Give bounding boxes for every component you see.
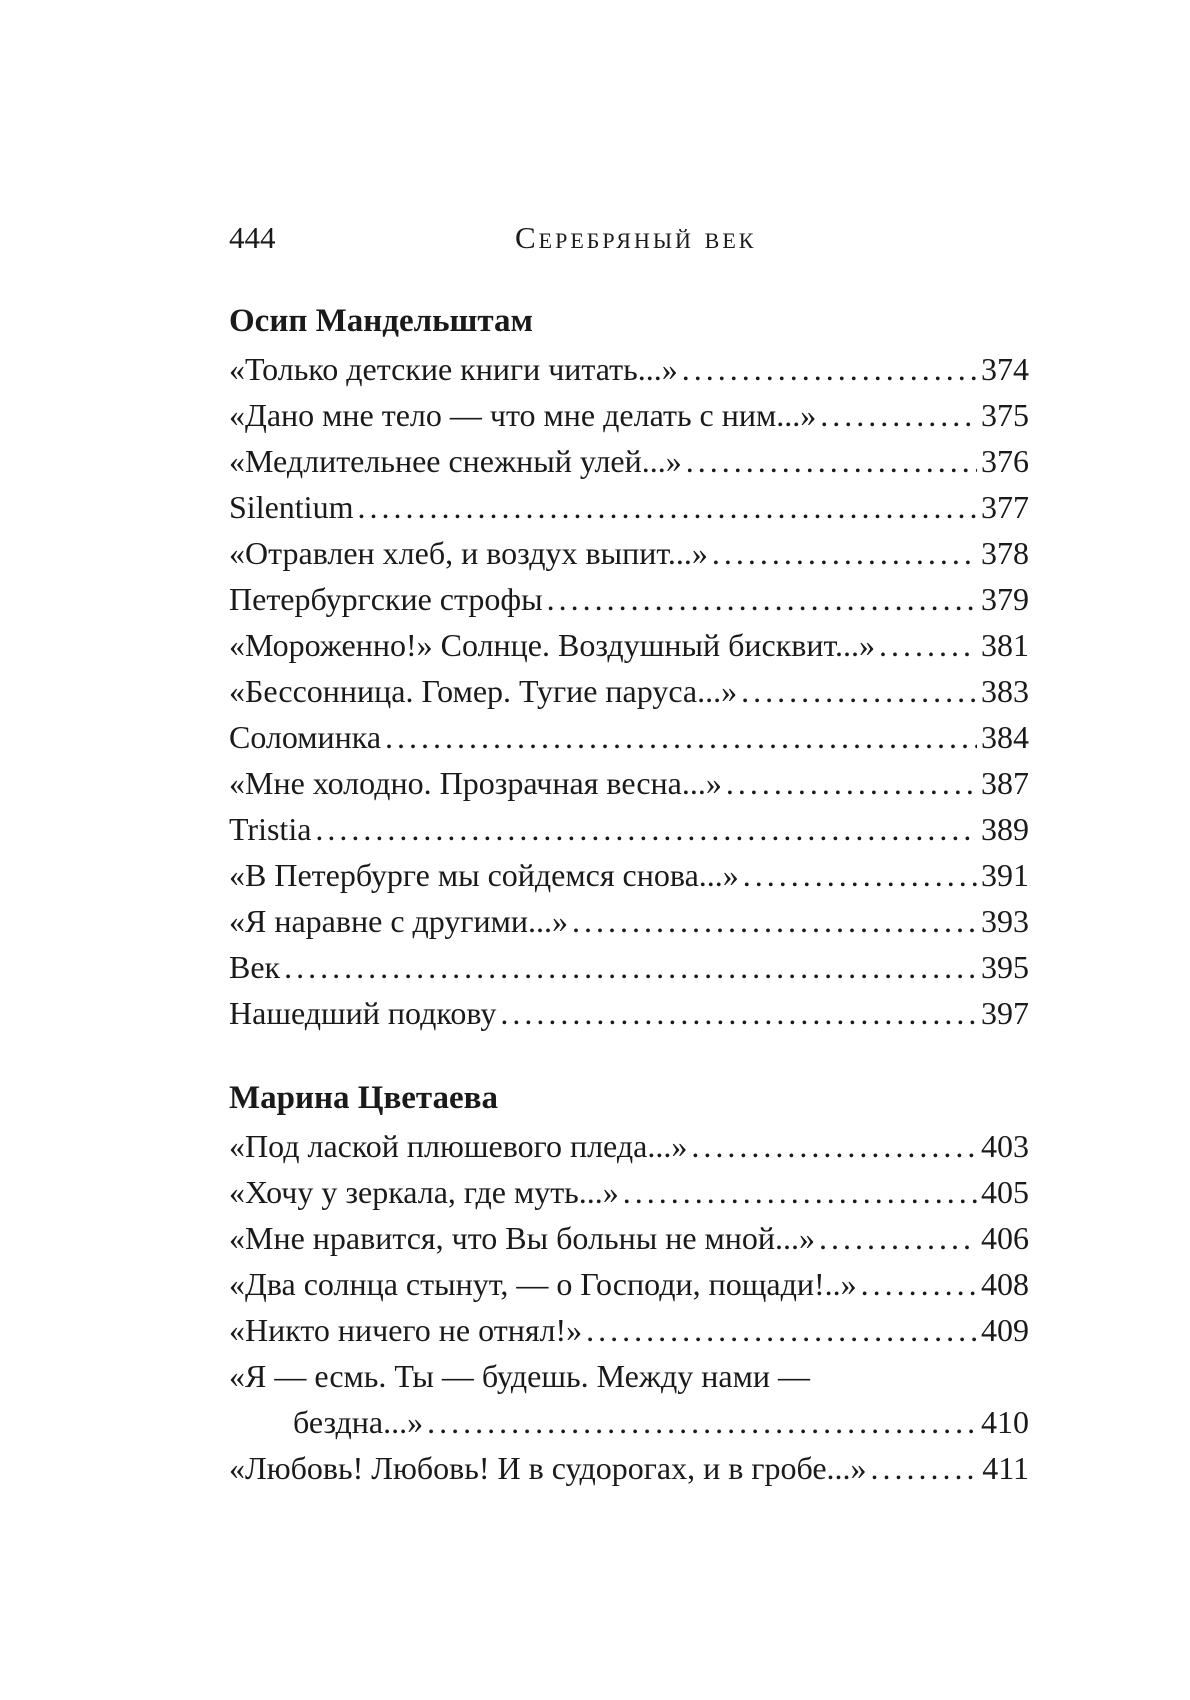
dot-leader [871,1445,979,1491]
author-heading: Марина Цветаева [229,1080,498,1116]
toc-entry-title: Tristia [229,811,312,847]
toc-entry-title: Нашедший подкову [229,995,497,1031]
toc-entry-page: 406 [981,1220,1029,1256]
toc-entry [229,346,1029,392]
dot-leader [315,806,977,852]
toc-entry-title: «Два солнца стынут, — о Господи, пощади!..» [229,1266,857,1302]
running-head [229,218,1029,258]
toc-entry-title: «Дано мне тело — что мне делать с ним...» [229,397,817,433]
toc-entry [229,1307,1029,1353]
toc-entry [229,898,1029,944]
toc-entry-page: 391 [981,857,1029,893]
toc-entry-page: 384 [981,719,1029,755]
toc-entry-page: 408 [981,1266,1029,1302]
dot-leader [712,530,977,576]
dot-leader [385,714,977,760]
dot-leader [861,1261,977,1307]
toc-entry-title: Silentium [229,489,354,525]
toc-entry-title: «Хочу у зеркала, где муть...» [229,1174,619,1210]
dot-leader [572,898,977,944]
toc-entry [229,530,1029,576]
author-heading: Осип Мандельштам [229,303,534,339]
dot-leader [819,1215,977,1261]
toc-entry-page: 403 [981,1128,1029,1164]
toc-entry-title-line1: «Я — есмь. Ты — будешь. Между нами — [229,1358,810,1394]
toc-entry-page: 395 [981,949,1029,985]
toc-entry-title-line2: бездна...» [293,1404,424,1440]
toc-entry-page: 397 [981,995,1029,1031]
toc-entry-multiline [229,1353,1029,1445]
toc-entry [229,1123,1029,1169]
toc-entry-title: «Медлительнее снежный улей...» [229,443,682,479]
dot-leader [427,1399,977,1445]
dot-leader [682,346,977,392]
toc-entry-title: Соломинка [229,719,382,755]
toc-entry-page: 405 [981,1174,1029,1210]
toc-entry [229,622,1029,668]
toc-entry-title: «Я наравне с другими...» [229,903,568,939]
dot-leader [686,438,977,484]
toc-entry-page: 410 [981,1404,1029,1440]
toc-entry-title: «Только детские книги читать...» [229,351,678,387]
toc-entry [229,944,1029,990]
toc-entry-title: «Любовь! Любовь! И в судорогах, и в гробе...» [229,1450,867,1486]
toc-entry-page: 411 [982,1450,1029,1486]
dot-leader [743,852,977,898]
toc-entry [229,714,1029,760]
toc-entry-page: 409 [981,1312,1029,1348]
toc-section-tsvetaeva [229,1073,1029,1491]
toc-entry-page: 389 [981,811,1029,847]
dot-leader [500,990,977,1036]
toc-section-mandelstam [229,296,1029,1036]
toc-entry-continuation [229,1399,1029,1445]
toc-entry [229,806,1029,852]
page-number: 444 [229,220,276,255]
toc-entry [229,990,1029,1036]
toc-entry [229,484,1029,530]
toc-entry-page: 381 [981,627,1029,663]
toc-entry [229,438,1029,484]
toc-entry-page: 375 [981,397,1029,433]
toc-entry-title: Век [229,949,281,985]
dot-leader [691,1123,977,1169]
toc-entry-title: «Мороженно!» Солнце. Воздушный бисквит...» [229,627,876,663]
dot-leader [357,484,977,530]
toc-entry-title: «Бессонница. Гомер. Тугие паруса...» [229,673,738,709]
toc-entry-page: 378 [981,535,1029,571]
toc-entry [229,852,1029,898]
toc-entry-title: «Мне нравится, что Вы больны не мной...» [229,1220,816,1256]
toc-entry-page: 387 [981,765,1029,801]
toc-entry-title: «В Петербурге мы сойдемся снова...» [229,857,739,893]
dot-leader [879,622,977,668]
toc-entry-title: «Никто ничего не отнял!» [229,1312,583,1348]
dot-leader [820,392,977,438]
toc-entry [229,1261,1029,1307]
toc-entry-page: 376 [981,443,1029,479]
dot-leader [726,760,977,806]
dot-leader [547,576,977,622]
toc-entry-page: 374 [981,351,1029,387]
dot-leader [586,1307,977,1353]
toc-entry [229,1169,1029,1215]
toc-entry-title: Петербургские строфы [229,581,543,617]
toc-entry-title: «Отравлен хлеб, и воздух выпит...» [229,535,708,571]
running-title: Серебряный век [515,220,757,255]
toc-entry-title: «Мне холодно. Прозрачная весна...» [229,765,722,801]
toc-entry [229,392,1029,438]
toc-entry-page: 379 [981,581,1029,617]
toc-entry [229,668,1029,714]
dot-leader [284,944,977,990]
toc-entry [229,576,1029,622]
dot-leader [623,1169,977,1215]
toc-entry-title: «Под лаской плюшевого пледа...» [229,1128,688,1164]
toc-entry [229,1215,1029,1261]
toc-entry [229,1445,1029,1491]
dot-leader [741,668,977,714]
toc-entry-page: 377 [981,489,1029,525]
toc-entry-page: 383 [981,673,1029,709]
toc-entry [229,760,1029,806]
toc-entry-page: 393 [981,903,1029,939]
